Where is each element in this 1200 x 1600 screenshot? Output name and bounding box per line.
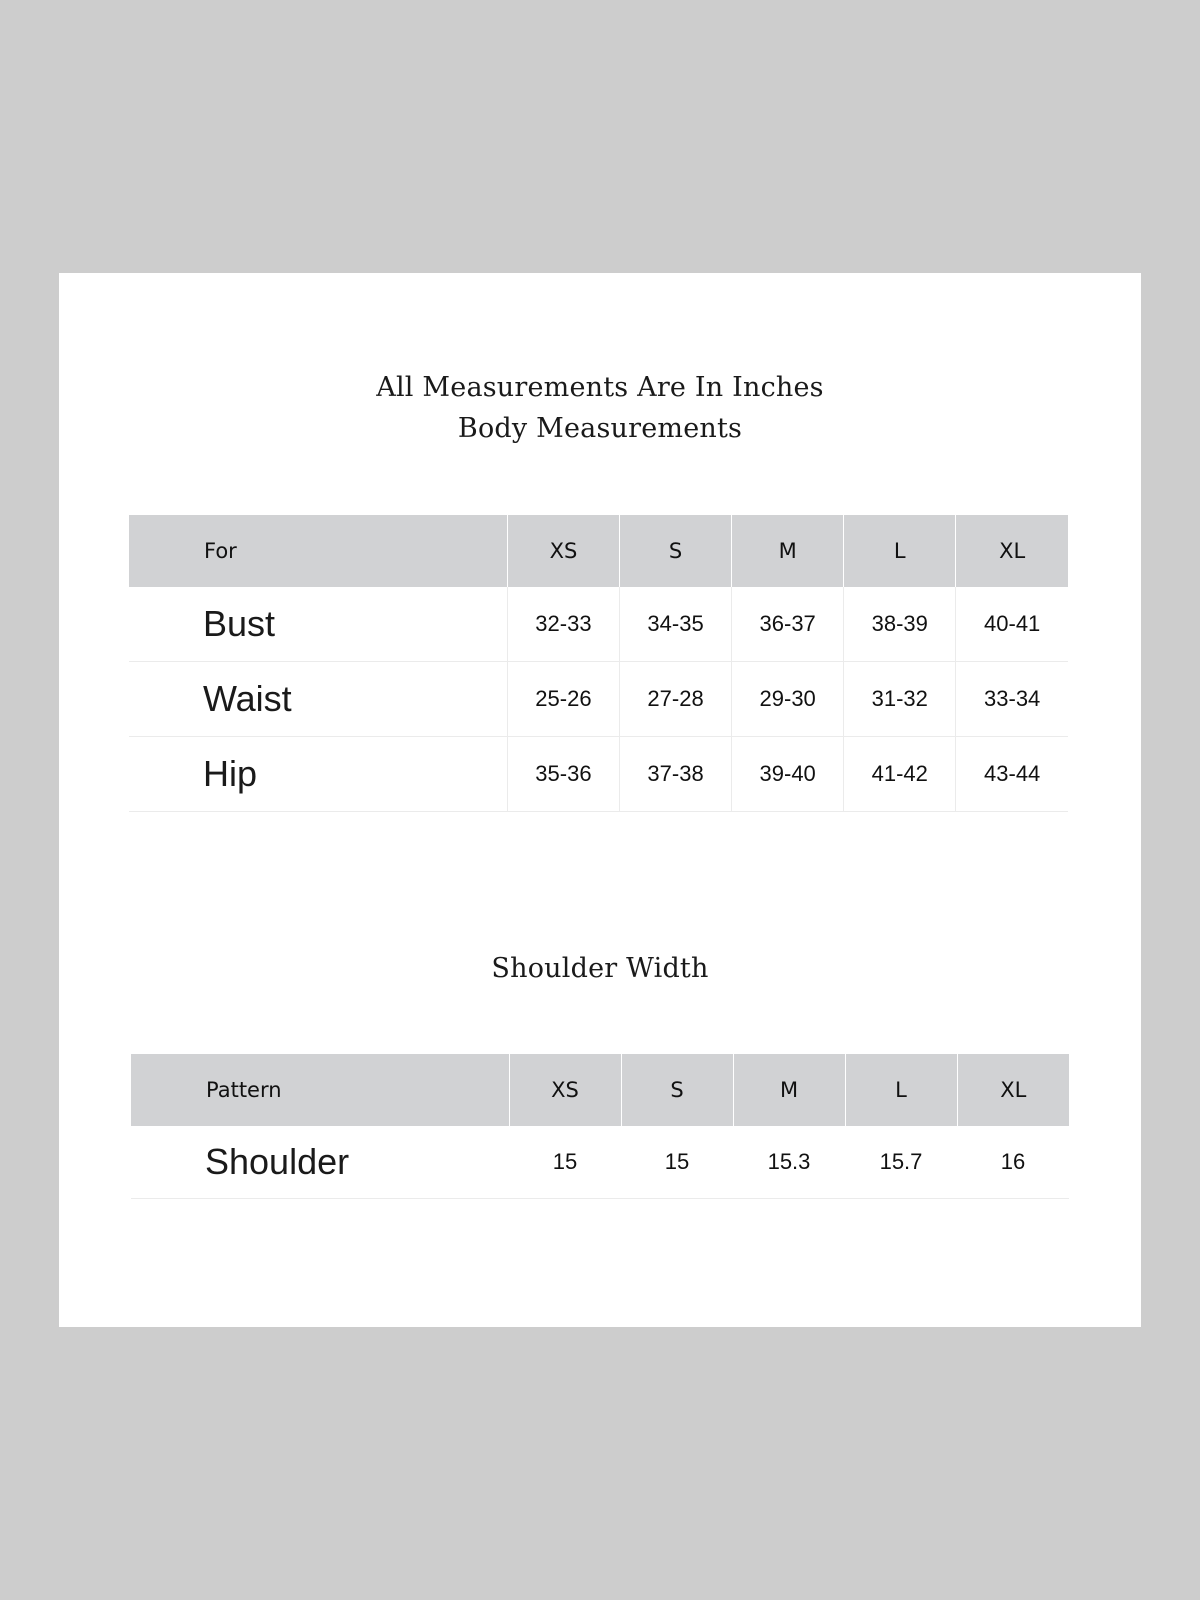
table-row-hip bbox=[129, 737, 1068, 812]
table-cell: 37-38 bbox=[620, 737, 732, 812]
table-cell: 16 bbox=[957, 1126, 1069, 1199]
body-measurements-table bbox=[129, 515, 1068, 812]
table-cell: 32-33 bbox=[507, 587, 619, 662]
column-header-xs: XS bbox=[509, 1054, 621, 1126]
table-row-shoulder bbox=[131, 1126, 1069, 1199]
table-header-row bbox=[129, 515, 1068, 587]
column-header-l: L bbox=[844, 515, 956, 587]
table-cell: 39-40 bbox=[732, 737, 844, 812]
column-header-s: S bbox=[621, 1054, 733, 1126]
table-cell: 40-41 bbox=[956, 587, 1068, 662]
table-row-waist bbox=[129, 662, 1068, 737]
table-cell: 33-34 bbox=[956, 662, 1068, 737]
shoulder-width-heading: Shoulder Width bbox=[491, 953, 709, 984]
table-cell: 15.3 bbox=[733, 1126, 845, 1199]
column-header-m: M bbox=[733, 1054, 845, 1126]
units-heading: All Measurements Are In Inches bbox=[376, 372, 824, 403]
table-cell: 38-39 bbox=[844, 587, 956, 662]
column-header-l: L bbox=[845, 1054, 957, 1126]
column-header-s: S bbox=[620, 515, 732, 587]
table-cell: 25-26 bbox=[507, 662, 619, 737]
column-header-xs: XS bbox=[507, 515, 619, 587]
shoulder-width-table bbox=[131, 1054, 1069, 1199]
column-header-xl: XL bbox=[956, 515, 1068, 587]
table-cell: 31-32 bbox=[844, 662, 956, 737]
size-chart-card bbox=[59, 273, 1141, 1327]
body-measurements-heading: Body Measurements bbox=[457, 413, 743, 444]
table-row-bust bbox=[129, 587, 1068, 662]
table-cell: 41-42 bbox=[844, 737, 956, 812]
row-label-shoulder: Shoulder bbox=[131, 1126, 509, 1199]
row-label-bust: Bust bbox=[129, 587, 507, 662]
table-cell: 34-35 bbox=[620, 587, 732, 662]
table-cell: 27-28 bbox=[620, 662, 732, 737]
table-cell: 29-30 bbox=[732, 662, 844, 737]
table-header-row bbox=[131, 1054, 1069, 1126]
table-cell: 15.7 bbox=[845, 1126, 957, 1199]
column-header-pattern: Pattern bbox=[131, 1054, 509, 1126]
row-label-hip: Hip bbox=[129, 737, 507, 812]
table-cell: 35-36 bbox=[507, 737, 619, 812]
table-cell: 43-44 bbox=[956, 737, 1068, 812]
table-cell: 36-37 bbox=[732, 587, 844, 662]
row-label-waist: Waist bbox=[129, 662, 507, 737]
column-header-m: M bbox=[732, 515, 844, 587]
table-cell: 15 bbox=[509, 1126, 621, 1199]
column-header-xl: XL bbox=[957, 1054, 1069, 1126]
table-cell: 15 bbox=[621, 1126, 733, 1199]
column-header-for: For bbox=[129, 515, 507, 587]
